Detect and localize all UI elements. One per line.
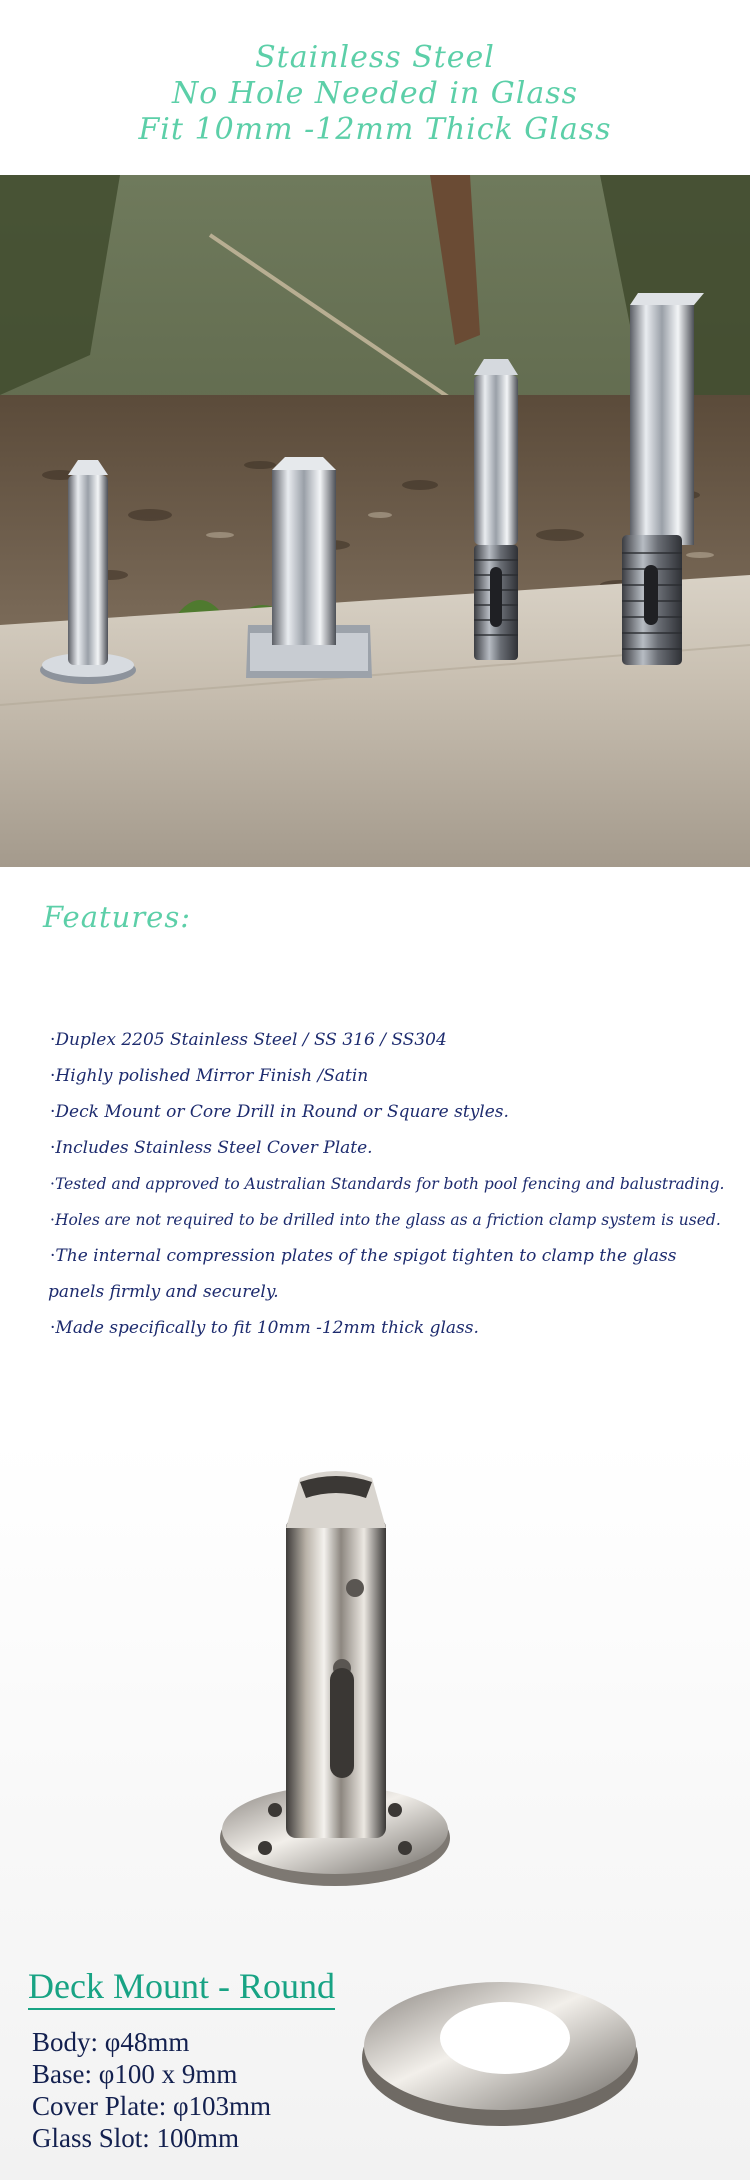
outdoor-photo-illustration: [0, 175, 750, 867]
feature-item: ·Tested and approved to Australian Standards for both pool fencing and balustrading.: [50, 1175, 725, 1193]
outdoor-product-photo: [0, 175, 750, 867]
headline-line-2: No Hole Needed in Glass: [171, 76, 579, 111]
feature-item-text: Holes are not required to be drilled into the glass as a friction clamp system is used.: [54, 1211, 721, 1229]
feature-item-text: Deck Mount or Core Drill in Round or Square styles.: [55, 1102, 509, 1122]
feature-item-continuation: [48, 1274, 740, 1310]
features-list: [50, 1022, 740, 1346]
feature-item-text: Tested and approved to Australian Standards for both pool fencing and balustrading.: [54, 1175, 725, 1193]
header: [0, 0, 750, 175]
spigot-round-core-drill: [474, 359, 518, 660]
features-heading: Features:: [43, 900, 191, 934]
headline-line-3: Fit 10mm -12mm Thick Glass: [138, 112, 612, 147]
feature-item: ·Includes Stainless Steel Cover Plate.: [50, 1138, 373, 1158]
product-title: Deck Mount - Round: [28, 1966, 335, 2010]
spec-glass-slot: Glass Slot: 100mm: [32, 2123, 240, 2153]
feature-item: ·Highly polished Mirror Finish /Satin: [50, 1066, 369, 1086]
product-specs: [32, 2026, 271, 2154]
feature-item-text: panels firmly and securely.: [48, 1282, 279, 1302]
spec-cover-plate: Cover Plate: φ103mm: [32, 2091, 272, 2121]
feature-item-text: The internal compression plates of the spigot tighten to clamp the glass: [55, 1246, 677, 1266]
spec-body: Body: φ48mm: [32, 2027, 190, 2057]
cover-plate: [362, 1982, 638, 2126]
feature-item-text: Includes Stainless Steel Cover Plate.: [55, 1138, 373, 1158]
feature-item: ·Deck Mount or Core Drill in Round or Square styles.: [50, 1102, 509, 1122]
feature-item-text: Highly polished Mirror Finish /Satin: [55, 1066, 369, 1086]
headline-line-1: Stainless Steel: [255, 40, 495, 75]
feature-item: ·Holes are not required to be drilled into the glass as a friction clamp system is used.: [50, 1211, 721, 1229]
feature-item: ·Made specifically to fit 10mm -12mm thick glass.: [50, 1318, 479, 1338]
feature-item: ·The internal compression plates of the spigot tighten to clamp the glass: [50, 1246, 677, 1266]
feature-item-text: Made specifically to fit 10mm -12mm thick glass.: [55, 1318, 479, 1338]
spec-base: Base: φ100 x 9mm: [32, 2059, 238, 2089]
feature-item-text: Duplex 2205 Stainless Steel / SS 316 / SS304: [55, 1030, 447, 1050]
feature-item: ·Duplex 2205 Stainless Steel / SS 316 / SS304: [50, 1030, 447, 1050]
